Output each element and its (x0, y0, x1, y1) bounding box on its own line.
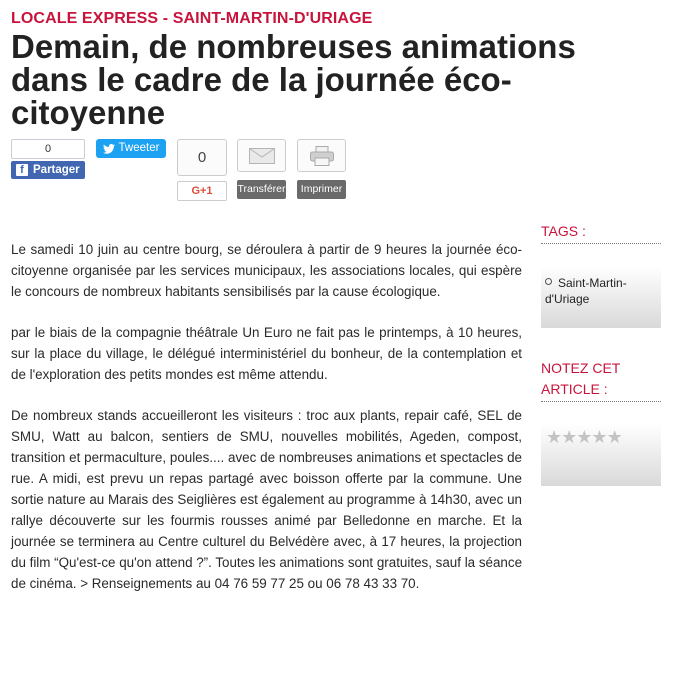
googleplus-button[interactable]: G+1 (177, 181, 227, 201)
section-kicker[interactable]: LOCALE EXPRESS - SAINT-MARTIN-D'URIAGE (11, 10, 373, 27)
bullet-icon (545, 278, 552, 285)
rating-panel (541, 424, 661, 486)
article-title: Demain, de nombreuses animations dans le cadre de la journée éco-citoyenne (11, 28, 576, 131)
facebook-share-count: 0 (11, 139, 85, 159)
article-paragraph: De nombreux stands accueilleront les visiteurs : troc aux plants, repair café, SEL de SMU, Watt au balcon, sentiers de SMU, nouvelles mobilités, Ageden, compost, transition et permaculture, poules.... avec de nombreuses animations et spectacles de rue. A midi, est prevu un repas partagé avec boisson offerte par la commune. Une sortie nature au Marais des Seiglières est également au programme à 14h30, avec un rallye découverte sur les fourmis rousses animé par Belledonne en marche. Et la journée se terminera au Centre culturel du Belvédère avec, à 17 heures, la projection du film “Qu'est-ce qu'on attend ?”. Toutes les animations sont gratuites, sauf la séance de cinéma. > Renseignements au 04 76 59 77 25 ou 06 78 43 33 70. (11, 408, 523, 591)
envelope-icon (249, 148, 275, 164)
star-icon[interactable]: ★ (546, 427, 562, 447)
twitter-tweet-label: Tweeter (118, 142, 160, 154)
tag-link[interactable] (545, 275, 661, 307)
print-label[interactable]: Imprimer (297, 180, 346, 199)
rating-heading: NOTEZ CET ARTICLE : (541, 358, 661, 402)
twitter-bird-icon (103, 144, 115, 154)
email-label[interactable]: Transférer (237, 180, 286, 199)
email-button[interactable] (237, 139, 286, 172)
tags-panel (541, 266, 661, 328)
print-share[interactable] (297, 139, 346, 199)
googleplus-count: 0 (177, 139, 227, 176)
print-button[interactable] (297, 139, 346, 172)
email-share[interactable] (237, 139, 286, 199)
rating-stars[interactable] (546, 427, 622, 448)
facebook-share[interactable] (11, 139, 85, 179)
facebook-share-button[interactable] (11, 161, 85, 179)
star-icon[interactable]: ★ (561, 427, 577, 447)
tag-label[interactable]: Saint-Martin-d'Uriage (545, 276, 627, 306)
facebook-share-label: Partager (33, 164, 80, 176)
printer-icon (310, 146, 334, 166)
star-icon[interactable]: ★ (606, 427, 622, 447)
star-icon[interactable]: ★ (591, 427, 607, 447)
tags-heading: TAGS : (541, 221, 661, 244)
twitter-tweet-button[interactable] (96, 139, 166, 158)
article-paragraph: par le biais de la compagnie théâtrale Un Euro ne fait pas le printemps, à 10 heures, sur la place du village, le délégué interministériel du bonheur, de la contemplation et de l'exploration des petits mondes est même attendu. (11, 325, 522, 382)
star-icon[interactable]: ★ (576, 427, 592, 447)
article-body (11, 239, 522, 614)
googleplus-share[interactable] (177, 139, 227, 201)
facebook-icon: f (16, 164, 28, 176)
article-paragraph: Le samedi 10 juin au centre bourg, se déroulera à partir de 9 heures la journée éco-citoyenne organisée par les services municipaux, les associations locales, qui espère le concours de nombreux habitants sensibilisés par la cause écologique. (11, 242, 522, 299)
